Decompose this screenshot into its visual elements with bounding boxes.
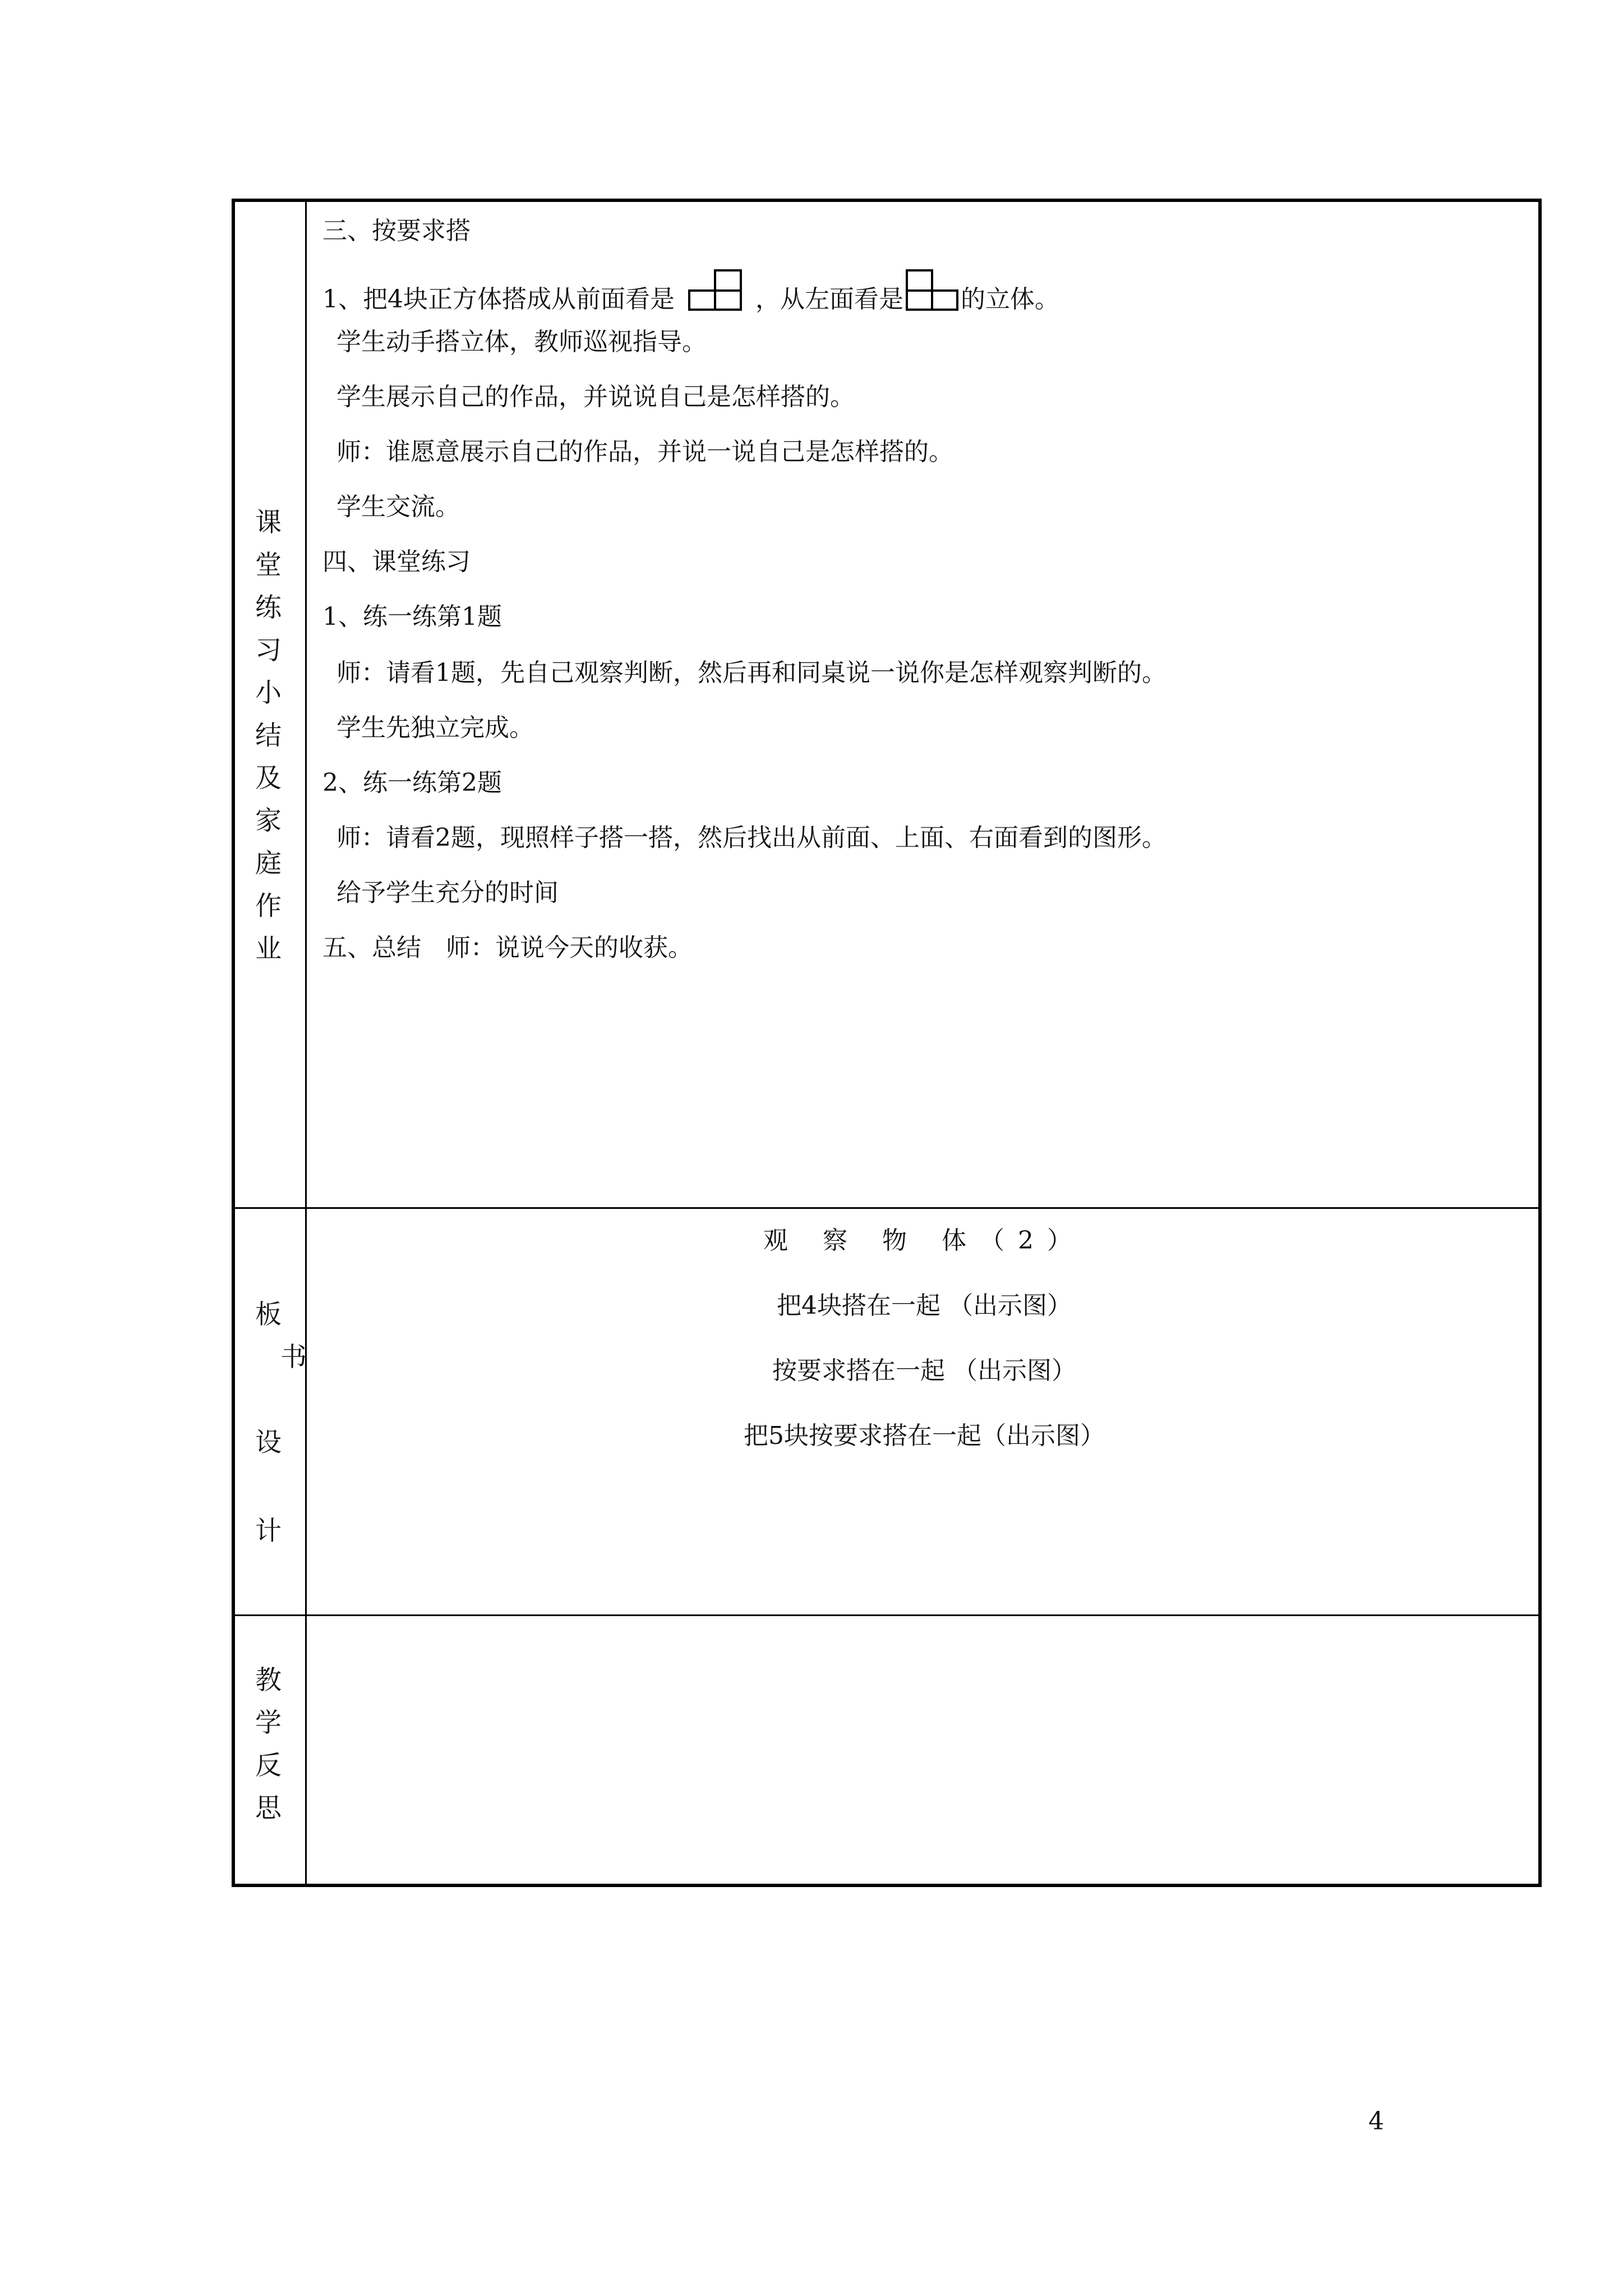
content-line: 2、练一练第2题: [322, 769, 502, 797]
label-char: 堂: [255, 550, 282, 581]
label-char: 设: [255, 1427, 282, 1458]
label-char: 反: [255, 1750, 282, 1781]
content-line: 给予学生充分的时间: [336, 878, 559, 907]
section-heading: 三、按要求搭: [322, 217, 471, 245]
label-char: 书: [280, 1342, 307, 1373]
exercise-line: [322, 269, 1059, 316]
label-char: 板: [255, 1299, 282, 1330]
front-view-figure: [687, 269, 743, 311]
content-line: 1、练一练第1题: [322, 602, 502, 631]
board-title: 观 察 物 体（2）: [763, 1226, 1085, 1255]
content-line: 师：请看1题，先自己观察判断，然后再和同桌说一说你是怎样观察判断的。: [336, 659, 1166, 687]
label-char: 庭: [255, 848, 282, 879]
label-char: 学: [255, 1708, 282, 1738]
label-char: 练: [255, 592, 282, 623]
label-char: 思: [255, 1793, 282, 1824]
row-divider: [232, 1207, 1542, 1209]
text-segment: 1、把4块正方体搭成从前面看是: [322, 285, 675, 314]
board-line: 把4块搭在一起 （出示图）: [777, 1291, 1072, 1320]
content-line: 学生展示自己的作品，并说说自己是怎样搭的。: [336, 383, 855, 411]
text-segment: ，从左面看是: [755, 285, 903, 314]
content-line: 学生先独立完成。: [336, 714, 534, 742]
content-line: 师：谁愿意展示自己的作品，并说一说自己是怎样搭的。: [336, 438, 953, 466]
left-view-figure: [905, 269, 960, 311]
text-segment: 的立体。: [961, 285, 1059, 314]
content-line: 学生交流。: [336, 493, 460, 521]
label-char: 小: [255, 678, 282, 708]
label-char: 业: [255, 933, 282, 964]
board-line: 把5块按要求搭在一起（出示图）: [744, 1421, 1105, 1450]
content-line: 师：请看2题，现照样子搭一搭，然后找出从前面、上面、右面看到的图形。: [336, 823, 1166, 852]
label-char: 及: [255, 763, 282, 794]
label-char: 结: [255, 720, 282, 751]
label-char: 计: [255, 1516, 282, 1547]
page-number: 4: [1368, 2107, 1384, 2136]
column-divider: [305, 199, 307, 1887]
section-heading: 五、总结 师：说说今天的收获。: [322, 933, 693, 962]
label-char: 习: [255, 635, 282, 666]
section-heading: 四、课堂练习: [322, 547, 471, 576]
content-line: 学生动手搭立体，教师巡视指导。: [336, 328, 707, 356]
row-divider: [232, 1614, 1542, 1616]
label-char: 家: [255, 806, 282, 836]
label-char: 课: [255, 507, 282, 538]
board-line: 按要求搭在一起 （出示图）: [772, 1356, 1076, 1385]
label-char: 作: [255, 891, 282, 922]
label-char: 教: [255, 1665, 282, 1696]
